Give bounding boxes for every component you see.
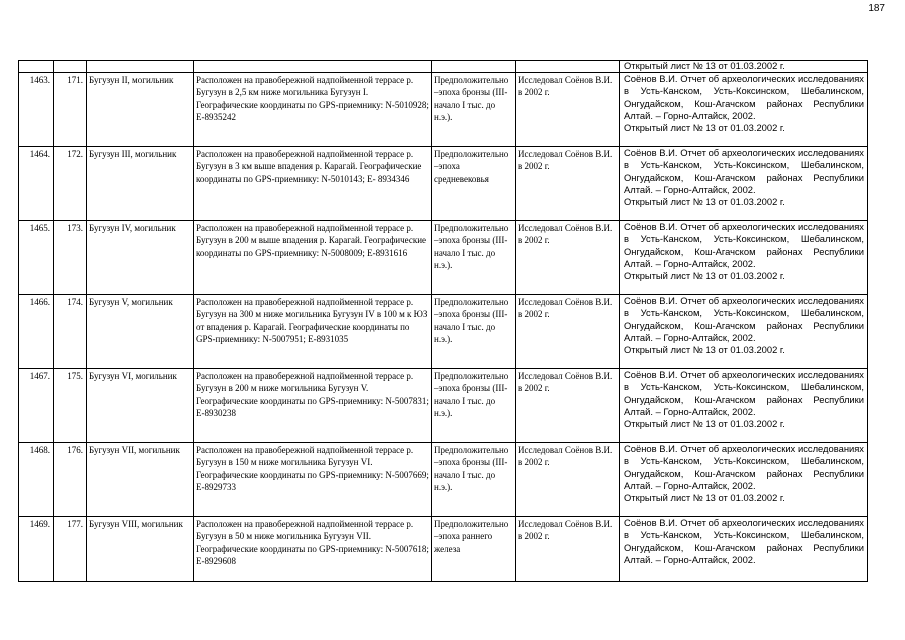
cell-dating: Предположительно –эпоха бронзы (III-начало I тыс. до н.э.). — [432, 369, 516, 443]
source-text: Соёнов В.И. Отчет об археологических исследованиях в Усть-Канском, Усть-Коксинском, Шебалинском, Онгудайском, Кош-Агачском районах Республики Алтай. – Горно-Алтайск, 2002. — [624, 443, 864, 491]
cell-local-number: 175. — [54, 369, 87, 443]
cell-global-number: 1463. — [19, 73, 54, 147]
cell-source — [620, 443, 868, 517]
cell-global-number: 1467. — [19, 369, 54, 443]
table-row — [19, 369, 868, 443]
cell-researcher: Исследовал Соёнов В.И. в 2002 г. — [516, 221, 620, 295]
cell-dating: Предположительно –эпоха раннего железа — [432, 517, 516, 582]
cell-monument-name: Бугузун II, могильник — [87, 73, 194, 147]
table-row — [19, 221, 868, 295]
source-permit: Открытый лист № 13 от 01.03.2002 г. — [624, 418, 785, 430]
source-text: Соёнов В.И. Отчет об археологических исследованиях в Усть-Канском, Усть-Коксинском, Шебалинском, Онгудайском, Кош-Агачском районах Республики Алтай. – Горно-Алтайск, 2002. — [624, 369, 864, 417]
cell-empty — [516, 61, 620, 73]
cell-researcher: Исследовал Соёнов В.И. в 2002 г. — [516, 73, 620, 147]
table-row — [19, 443, 868, 517]
cell-local-number: 177. — [54, 517, 87, 582]
cell-local-number: 171. — [54, 73, 87, 147]
cell-local-number: 172. — [54, 147, 87, 221]
cell-researcher: Исследовал Соёнов В.И. в 2002 г. — [516, 295, 620, 369]
source-permit: Открытый лист № 13 от 01.03.2002 г. — [624, 492, 785, 504]
cell-location: Расположен на правобережной надпойменной террасе р. Бугузун в 150 м ниже могильника Бугузун VI. Географические координаты по GPS-приемнику: N-5007669; E-8929733 — [194, 443, 432, 517]
cell-source — [620, 221, 868, 295]
source-text: Соёнов В.И. Отчет об археологических исследованиях в Усть-Канском, Усть-Коксинском, Шебалинском, Онгудайском, Кош-Агачском районах Республики Алтай. – Горно-Алтайск, 2002. — [624, 295, 864, 343]
cell-dating: Предположительно –эпоха бронзы (III-начало I тыс. до н.э.). — [432, 295, 516, 369]
cell-source — [620, 517, 868, 582]
cell-source — [620, 147, 868, 221]
cell-source — [620, 369, 868, 443]
source-text: Соёнов В.И. Отчет об археологических исследованиях в Усть-Канском, Усть-Коксинском, Шебалинском, Онгудайском, Кош-Агачском районах Республики Алтай. – Горно-Алтайск, 2002. — [624, 73, 864, 121]
cell-location: Расположен на правобережной надпойменной террасе р. Бугузун в 50 м ниже могильника Бугузун VII. Географические координаты по GPS-приемнику: N-5007618; E-8929608 — [194, 517, 432, 582]
monument-registry-table — [18, 60, 868, 582]
source-text: Соёнов В.И. Отчет об археологических исследованиях в Усть-Канском, Усть-Коксинском, Шебалинском, Онгудайском, Кош-Агачском районах Республики Алтай. – Горно-Алтайск, 2002. — [624, 147, 864, 195]
cell-location: Расположен на правобережной надпойменной террасе р. Бугузун в 200 м выше впадения р. Карагай. Географические координаты по GPS-приемнику: N-5008009; E-8931616 — [194, 221, 432, 295]
cell-empty — [87, 61, 194, 73]
table-row — [19, 517, 868, 582]
cell-empty — [19, 61, 54, 73]
cell-monument-name: Бугузун VII, могильник — [87, 443, 194, 517]
cell-global-number: 1465. — [19, 221, 54, 295]
cell-global-number: 1468. — [19, 443, 54, 517]
source-permit: Открытый лист № 13 от 01.03.2002 г. — [624, 196, 785, 208]
cell-researcher: Исследовал Соёнов В.И. в 2002 г. — [516, 147, 620, 221]
cell-monument-name: Бугузун VI, могильник — [87, 369, 194, 443]
cell-researcher: Исследовал Соёнов В.И. в 2002 г. — [516, 517, 620, 582]
source-permit: Открытый лист № 13 от 01.03.2002 г. — [624, 270, 785, 282]
cell-empty — [432, 61, 516, 73]
source-permit: Открытый лист № 13 от 01.03.2002 г. — [624, 122, 785, 134]
cell-source-permit: Открытый лист № 13 от 01.03.2002 г. — [620, 61, 868, 73]
cell-dating: Предположительно –эпоха бронзы (III-начало I тыс. до н.э.). — [432, 443, 516, 517]
source-permit: Открытый лист № 13 от 01.03.2002 г. — [624, 344, 785, 356]
cell-monument-name: Бугузун III, могильник — [87, 147, 194, 221]
cell-local-number: 174. — [54, 295, 87, 369]
cell-location: Расположен на правобережной надпойменной террасе р. Бугузун на 300 м ниже могильника Бугузун IV в 100 м к ЮЗ от впадения р. Карагай. Географические координаты по GPS-приемнику: N-5007951; E-8931035 — [194, 295, 432, 369]
cell-monument-name: Бугузун V, могильник — [87, 295, 194, 369]
table-row — [19, 73, 868, 147]
cell-global-number: 1464. — [19, 147, 54, 221]
cell-location: Расположен на правобережной надпойменной террасе р. Бугузун в 3 км выше впадения р. Карагай. Географические координаты по GPS-приемнику: N-5010143; E- 8934346 — [194, 147, 432, 221]
cell-source — [620, 295, 868, 369]
cell-location: Расположен на правобережной надпойменной террасе р. Бугузун в 200 м ниже могильника Бугузун V. Географические координаты по GPS-приемнику: N-5007831; E-8930238 — [194, 369, 432, 443]
cell-location: Расположен на правобережной надпойменной террасе р. Бугузун в 2,5 км ниже могильника Бугузун I. Географические координаты по GPS-приемнику: N-5010928; E-8935242 — [194, 73, 432, 147]
cell-empty — [194, 61, 432, 73]
source-text: Соёнов В.И. Отчет об археологических исследованиях в Усть-Канском, Усть-Коксинском, Шебалинском, Онгудайском, Кош-Агачском районах Республики Алтай. – Горно-Алтайск, 2002. — [624, 517, 864, 565]
cell-local-number: 173. — [54, 221, 87, 295]
table-row — [19, 295, 868, 369]
cell-dating: Предположительно –эпоха бронзы (III-начало I тыс. до н.э.). — [432, 73, 516, 147]
cell-global-number: 1469. — [19, 517, 54, 582]
cell-dating: Предположительно –эпоха средневековья — [432, 147, 516, 221]
cell-dating: Предположительно –эпоха бронзы (III-начало I тыс. до н.э.). — [432, 221, 516, 295]
cell-local-number: 176. — [54, 443, 87, 517]
page-number: 187 — [868, 3, 885, 14]
cell-monument-name: Бугузун IV, могильник — [87, 221, 194, 295]
cell-global-number: 1466. — [19, 295, 54, 369]
cell-empty — [54, 61, 87, 73]
table-row-continuation — [19, 61, 868, 73]
cell-source — [620, 73, 868, 147]
cell-monument-name: Бугузун VIII, могильник — [87, 517, 194, 582]
table-row — [19, 147, 868, 221]
source-text: Соёнов В.И. Отчет об археологических исследованиях в Усть-Канском, Усть-Коксинском, Шебалинском, Онгудайском, Кош-Агачском районах Республики Алтай. – Горно-Алтайск, 2002. — [624, 221, 864, 269]
cell-researcher: Исследовал Соёнов В.И. в 2002 г. — [516, 369, 620, 443]
cell-researcher: Исследовал Соёнов В.И. в 2002 г. — [516, 443, 620, 517]
